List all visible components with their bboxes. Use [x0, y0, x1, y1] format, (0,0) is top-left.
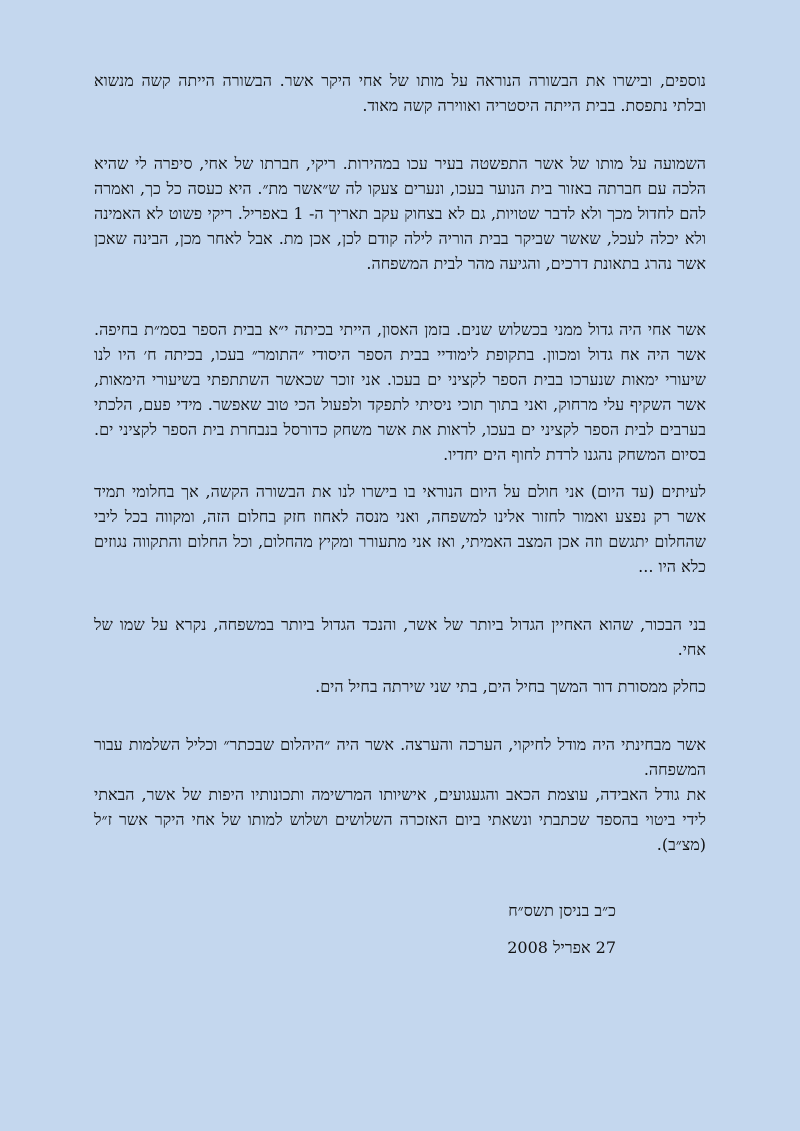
paragraph-role-model: אשר מבחינתי היה מודל לחיקוי, הערכה והערצה. אשר היה ״היהלום שבכתר״ וכליל השלמות עבור המשפחה.: [94, 735, 706, 779]
paragraph-eulogy: את גודל האבידה, עוצמת הכאב והגעגועים, אישיותו המרשימה ותכונותיו היפות של אשר, הבאתי לידי ביטוי בהספד שכתבתי ונשאתי ביום האזכרה השלושים ושלוש למותו של אחי היקר אשר ז״ל (מצ״ב).: [94, 785, 706, 854]
document-page: [94, 68, 706, 960]
date-block: [94, 898, 706, 960]
paragraph-rumor: השמועה על מותו של אשר התפשטה בעיר עכו במהירות. ריקי, חברתו של אחי, סיפרה לי שהיא הלכה עם חברתה באזור בית הנוער בעכו, ונערים צעקו לה ש״אשר מת״. היא כעסה כל כך, ואמרה להם לחדול מכך ולא לדבר שטויות, גם לא בצחוק עקב תאריך ה- 1 באפריל. ריקי פשוט לא האמינה ולא יכלה לעכל, שאשר שביקר בבית הוריה לילה קודם לכן, אכן מת. אבל לאחר מכן, הבינה שאכן אשר נהרג בתאונת דרכים, והגיעה מהר לבית המשפחה.: [94, 154, 706, 273]
paragraph-eldest-son: בני הבכור, שהוא האחיין הגדול ביותר של אשר, והנכד הגדול ביותר במשפחה, נקרא על שמו של אחי.: [94, 615, 706, 659]
hebrew-date: כ״ב בניסן תשס״ח: [508, 901, 616, 920]
paragraph-dream: לעיתים (עד היום) אני חולם על היום הנוראי בו בישרו לנו את הבשורה הקשה, אך בחלומי תמיד אשר רק נפצע ואמור לחזור אלינו למשפחה, ואני מנסה לאחוז חזק בחלום הזה, ומקווה בכל ליבי שהחלום יתגשם וזה אכן המצב האמיתי, ואז אני מתעורר ומקיץ מהחלום, וכל החלום והתקווה נגוזים כלא היו ...: [94, 482, 706, 576]
paragraph-news: נוספים, ובישרו את הבשורה הנוראה על מותו של אחי היקר אשר. הבשורה הייתה קשה מנשוא ובלתי נתפסת. בבית הייתה היסטריה ואווירה קשה מאוד.: [94, 71, 706, 115]
paragraph-brother: אשר אחי היה גדול ממני בכשלוש שנים. בזמן האסון, הייתי בכיתה י״א בבית הספר בסמ״ת בחיפה. אשר היה אח גדול ומכוון. בתקופת לימודיי בבית הספר היסודי ״התומר״ בעכו, בכיתה ח׳ היו לנו שיעורי ימאות שנערכו בבית הספר לקציני ים בעכו. אני זוכר שכאשר השתתפתי בשיעורי הימאות, אשר השקיף עלי מרחוק, ואני בתוך תוכי ניסיתי לתפקד ולפעול הכי טוב שאפשר. מידי פעם, הלכתי בערבים לבית הספר לקציני ים בעכו, לראות את אשר משחק כדורסל בנבחרת בית הספר לקציני ים. בסיום המשחק נהגנו לרדת לחוף הים יחדיו.: [94, 320, 707, 464]
gregorian-date: 27 אפריל 2008: [507, 938, 616, 957]
paragraph-navy-tradition: כחלק ממסורת דור המשך בחיל הים, בתי שני שירתה בחיל הים.: [315, 677, 706, 696]
